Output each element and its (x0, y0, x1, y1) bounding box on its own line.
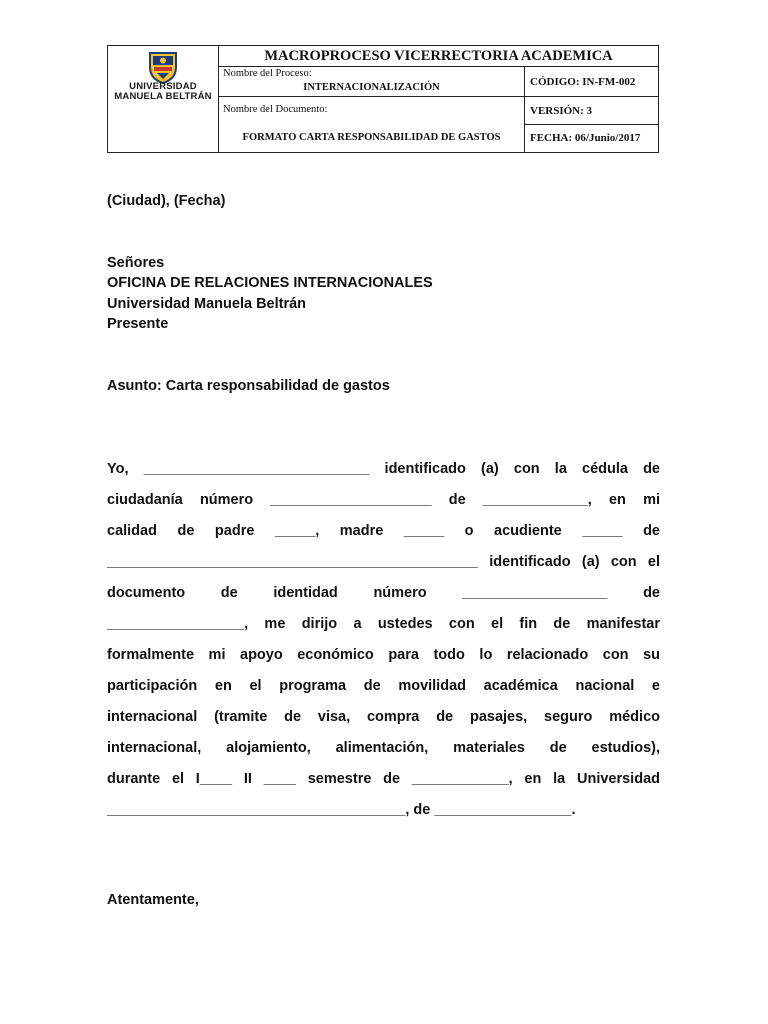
logo-line-2: MANUELA BELTRÁN (114, 91, 212, 102)
version-cell: VERSIÓN: 3 (525, 97, 658, 125)
document-header (107, 45, 659, 153)
body-line: ciudadanía número ____________________ de _____________, en mi (107, 492, 660, 508)
logo-line-1: UNIVERSIDAD (129, 81, 197, 92)
place-date: (Ciudad), (Fecha) (107, 193, 226, 209)
code-cell: CÓDIGO: IN-FM-002 (525, 67, 658, 97)
body-line: internacional, alojamiento, alimentación, materiales de estudios), (107, 740, 660, 756)
body-line: Yo, ____________________________ identificado (a) con la cédula de (107, 461, 660, 477)
recipient-salutation: Señores (107, 255, 165, 271)
process-label: Nombre del Proceso: (223, 68, 312, 79)
process-cell (219, 67, 525, 97)
date-cell: FECHA: 06/Junio/2017 (530, 132, 641, 144)
body-line: durante el I____ II ____ semestre de ____________, en la Universidad (107, 771, 660, 787)
process-value: INTERNACIONALIZACIÓN (303, 82, 440, 93)
subject-line: Asunto: Carta responsabilidad de gastos (107, 378, 390, 394)
university-crest-icon (147, 49, 179, 85)
recipient-university: Universidad Manuela Beltrán (107, 296, 307, 312)
document-label: Nombre del Documento: (223, 104, 328, 115)
body-line: ______________________________________________ identificado (a) con el (107, 554, 660, 570)
body-line: _____________________________________, de _________________. (107, 802, 576, 818)
university-logo (108, 46, 219, 152)
body-line: internacional (tramite de visa, compra de pasajes, seguro médico (107, 709, 660, 725)
letter-body (107, 457, 660, 829)
body-line: documento de identidad número __________________ de (107, 585, 660, 601)
document-name-cell (219, 97, 525, 152)
body-line: participación en el programa de movilidad académica nacional e (107, 678, 660, 694)
recipient-present: Presente (107, 316, 169, 332)
body-line: _________________, me dirijo a ustedes con el fin de manifestar (107, 616, 660, 632)
body-line: calidad de padre _____, madre _____ o acudiente _____ de (107, 523, 660, 539)
document-value: FORMATO CARTA RESPONSABILIDAD DE GASTOS (242, 132, 501, 143)
closing: Atentamente, (107, 892, 199, 908)
macroprocess-title: MACROPROCESO VICERRECTORIA ACADEMICA (219, 46, 658, 67)
recipient-office: OFICINA DE RELACIONES INTERNACIONALES (107, 275, 433, 291)
body-line: formalmente mi apoyo económico para todo lo relacionado con su (107, 647, 660, 663)
